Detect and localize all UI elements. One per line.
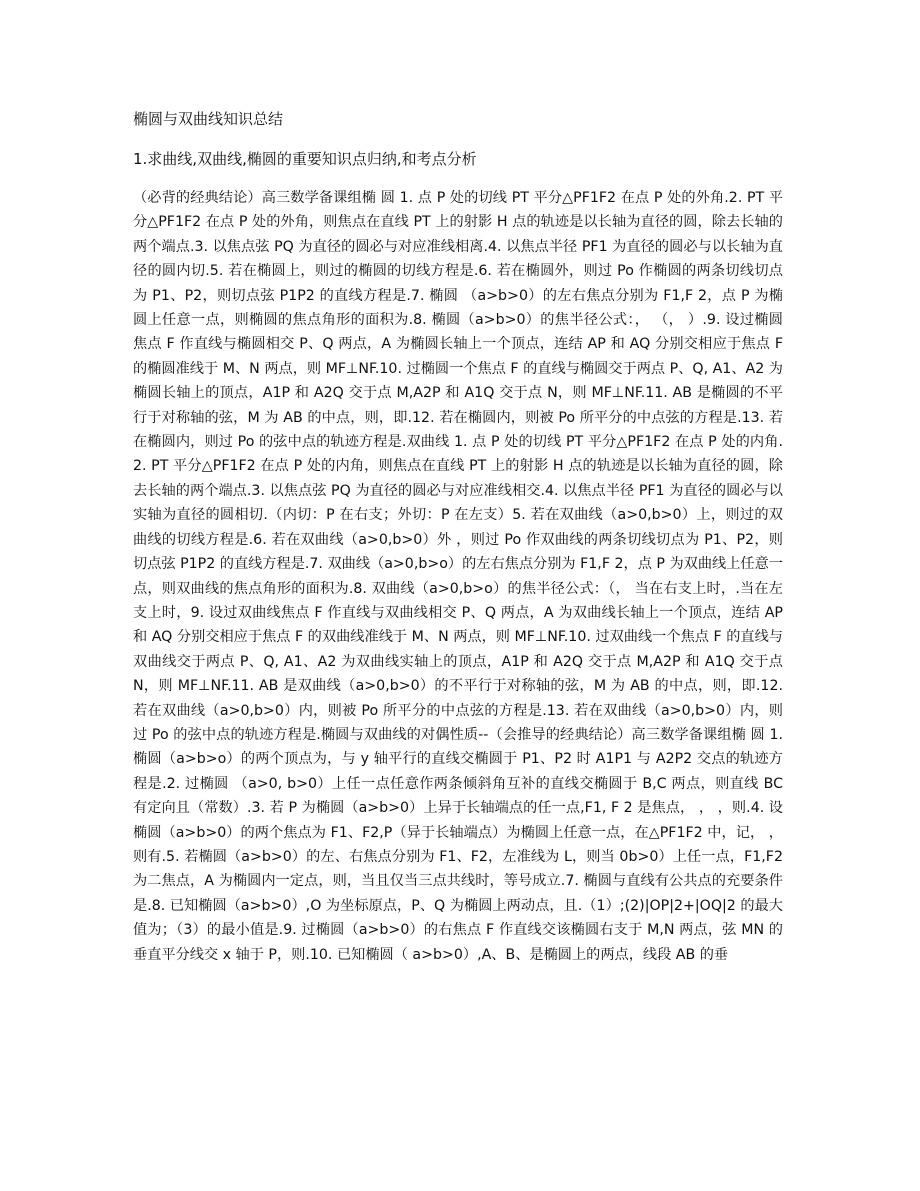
document-content: [133, 108, 783, 967]
section-heading: 1.求曲线,双曲线,椭圆的重要知识点归纳,和考点分析: [133, 150, 477, 168]
document-title: 椭圆与双曲线知识总结: [133, 110, 284, 128]
body-paragraph: （必背的经典结论）高三数学备课组椭 圆 1. 点 P 处的切线 PT 平分△PF1F2 在点 P 处的外角.2. PT 平分△PF1F2 在点 P 处的外角，则焦点在直线 PT 上的射影 H 点的轨迹是以长轴为直径的圆，除去长轴的两个端点.3. 以焦点弦 PQ 为直径的圆必与对应准线相离.4. 以焦点半径 PF1 为直径的圆必与以长轴为直径的圆内切.5. 若在椭圆上，则过的椭圆的切线方程是.6. 若在椭圆外，则过 Po 作椭圆的两条切线切点为 P1、P2，则切点弦 P1P2 的直线方程是.7. 椭圆 （a>b>0）的左右焦点分别为 F1,F 2，点 P 为椭圆上任意一点，则椭圆的焦点角形的面积为.8. 椭圆（a>b>0）的焦半径公式：， （， ）.9. 设过椭圆焦点 F 作直线与椭圆相交 P、Q 两点，A 为椭圆长轴上一个顶点，连结 AP 和 AQ 分别交相应于焦点 F 的椭圆准线于 M、N 两点，则 MF⊥NF.10. 过椭圆一个焦点 F 的直线与椭圆交于两点 P、Q, A1、A2 为椭圆长轴上的顶点，A1P 和 A2Q 交于点 M,A2P 和 A1Q 交于点 N，则 MF⊥NF.11. AB 是椭圆的不平行于对称轴的弦，M 为 AB 的中点，则，即.12. 若在椭圆内，则被 Po 所平分的中点弦的方程是.13. 若在椭圆内，则过 Po 的弦中点的轨迹方程是.双曲线 1. 点 P 处的切线 PT 平分△PF1F2 在点 P 处的内角.2. PT 平分△PF1F2 在点 P 处的内角，则焦点在直线 PT 上的射影 H 点的轨迹是以长轴为直径的圆，除去长轴的两个端点.3. 以焦点弦 PQ 为直径的圆必与对应准线相交.4. 以焦点半径 PF1 为直径的圆必与以实轴为直径的圆相切.（内切：P 在右支；外切：P 在左支）5. 若在双曲线（a>0,b>0）上，则过的双曲线的切线方程是.6. 若在双曲线（a>0,b>0）外 ，则过 Po 作双曲线的两条切线切点为 P1、P2，则切点弦 P1P2 的直线方程是.7. 双曲线（a>0,b>o）的左右焦点分别为 F1,F 2，点 P 为双曲线上任意一点，则双曲线的焦点角形的面积为.8. 双曲线（a>0,b>o）的焦半径公式：（， 当在右支上时，.当在左支上时，9. 设过双曲线焦点 F 作直线与双曲线相交 P、Q 两点，A 为双曲线长轴上一个顶点，连结 AP 和 AQ 分别交相应于焦点 F 的双曲线准线于 M、N 两点，则 MF⊥NF.10. 过双曲线一个焦点 F 的直线与双曲线交于两点 P、Q, A1、A2 为双曲线实轴上的顶点，A1P 和 A2Q 交于点 M,A2P 和 A1Q 交于点 N，则 MF⊥NF.11. AB 是双曲线（a>0,b>0）的不平行于对称轴的弦，M 为 AB 的中点，则，即.12. 若在双曲线（a>0,b>0）内，则被 Po 所平分的中点弦的方程是.13. 若在双曲线（a>0,b>0）内，则过 Po 的弦中点的轨迹方程是.椭圆与双曲线的对偶性质--（会推导的经典结论）高三数学备课组椭 圆 1. 椭圆（a>b>o）的两个顶点为，与 y 轴平行的直线交椭圆于 P1、P2 时 A1P1 与 A2P2 交点的轨迹方程是.2. 过椭圆 （a>0, b>0）上任一点任意作两条倾斜角互补的直线交椭圆于 B,C 两点，则直线 BC 有定向且（常数）.3. 若 P 为椭圆（a>b>0）上异于长轴端点的任一点,F1, F 2 是焦点， ， ，则.4. 设椭圆（a>b>0）的两个焦点为 F1、F2,P（异于长轴端点）为椭圆上任意一点，在△PF1F2 中，记， ，则有.5. 若椭圆（a>b>0）的左、右焦点分别为 F1、F2，左准线为 L，则当 0b>0）上任一点，F1,F2 为二焦点，A 为椭圆内一定点，则，当且仅当三点共线时，等号成立.7. 椭圆与直线有公共点的充要条件是.8. 已知椭圆（a>b>0）,O 为坐标原点，P、Q 为椭圆上两动点，且.（1）;(2)|OP|2+|OQ|2 的最大值为；（3）的最小值是.9. 过椭圆（a>b>0）的右焦点 F 作直线交该椭圆右支于 M,N 两点，弦 MN 的垂直平分线交 x 轴于 P，则.10. 已知椭圆（ a>b>0）,A、B、是椭圆上的两点，线段 AB 的垂: [133, 190, 783, 963]
